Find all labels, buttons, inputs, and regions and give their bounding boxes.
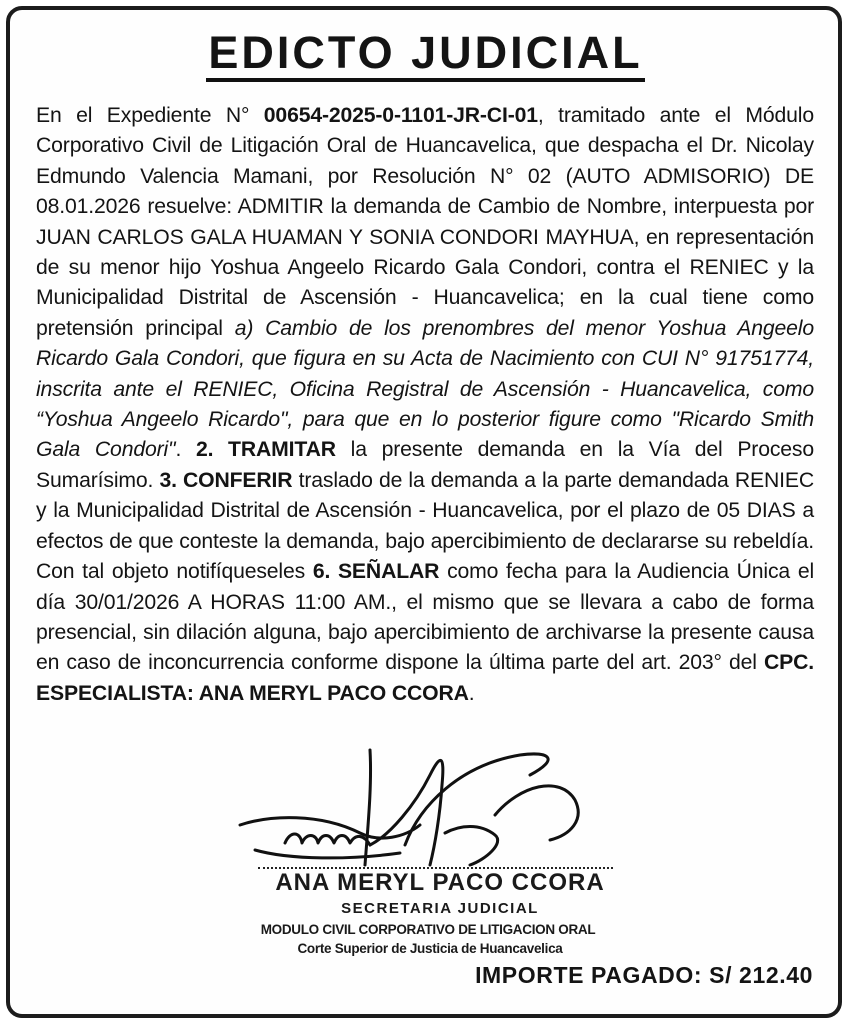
edict-title-wrap [0,26,851,80]
signature-stamp [230,745,630,975]
body-text-5: traslado de la demanda a la parte demandada RENIEC y la Municipalidad Distrital de Ascensión - Huancavelica, por el plazo de 05 DIAS a efectos de que conteste la demanda, bajo apercibimiento de declararse su rebeldía. Con tal objeto notifíqueseles [36,468,815,584]
step-conferir: 3. CONFERIR [159,468,293,492]
step-senalar: 6. SEÑALAR [312,560,440,584]
amount-paid: IMPORTE PAGADO: S/ 212.40 [475,962,813,988]
body-text-1: En el Expediente N° [36,104,264,127]
body-text-2: , tramitado ante el Módulo Corporativo Civil de Litigación Oral de Huancavelica, que despacha el Dr. Nicolay Edmundo Valencia Mamani, por Resolución N° 02 (AUTO ADMISORIO) DE 08.01.2026 resuelve: ADMITIR la demanda de Cambio de Nombre, interpuesta por JUAN CARLOS GALA HUAMAN Y SONIA CONDORI MAYHUA, en representación de su menor hijo Yoshua Angeelo Ricardo Gala Condori, contra el RENIEC y la Municipalidad Distrital de Ascensión - Huancavelica; en la cual tiene como pretensión principal [36,104,814,340]
body-text-3: . [175,438,196,462]
stamp-divider [258,867,613,869]
specialist: CPC. ESPECIALISTA: ANA MERYL PACO CCORA [36,651,814,705]
stamp-name: ANA MERYL PACO CCORA [275,869,605,896]
edict-title: EDICTO JUDICIAL [206,27,644,82]
handwritten-signature [230,745,630,885]
claim-italic: a) Cambio de los prenombres del menor Yoshua Angeelo Ricardo Gala Condori, que figura en su Acta de Nacimiento con CUI N° 91751774, inscrita ante el RENIEC, Oficina Registral de Ascensión - Huancavelica, como “Yoshua Angeelo Ricardo", para que en lo posterior figure como "Ricardo Smith Gala Condori" [36,316,814,462]
step-tramitar: 2. TRAMITAR [195,438,336,462]
edict-body [36,101,814,709]
stamp-module: MODULO CIVIL CORPORATIVO DE LITIGACION ORAL [260,922,596,937]
body-text-4: la presente demanda en la Vía del Proceso Sumarísimo. [36,438,814,492]
body-text-7: . [468,681,475,705]
body-text-6: como fecha para la Audiencia Única el día 30/01/2026 A HORAS 11:00 AM., el mismo que se llevara a cabo de forma presencial, sin dilación alguna, bajo apercibimiento de archivarse la presente causa en caso de inconcurrencia conforme dispone la última parte del art. 203° del [36,560,815,675]
stamp-role: SECRETARIA JUDICIAL [341,900,539,917]
case-number: 00654-2025-0-1101-JR-CI-01 [263,104,538,127]
stamp-court: Corte Superior de Justicia de Huancavelica [297,941,563,956]
